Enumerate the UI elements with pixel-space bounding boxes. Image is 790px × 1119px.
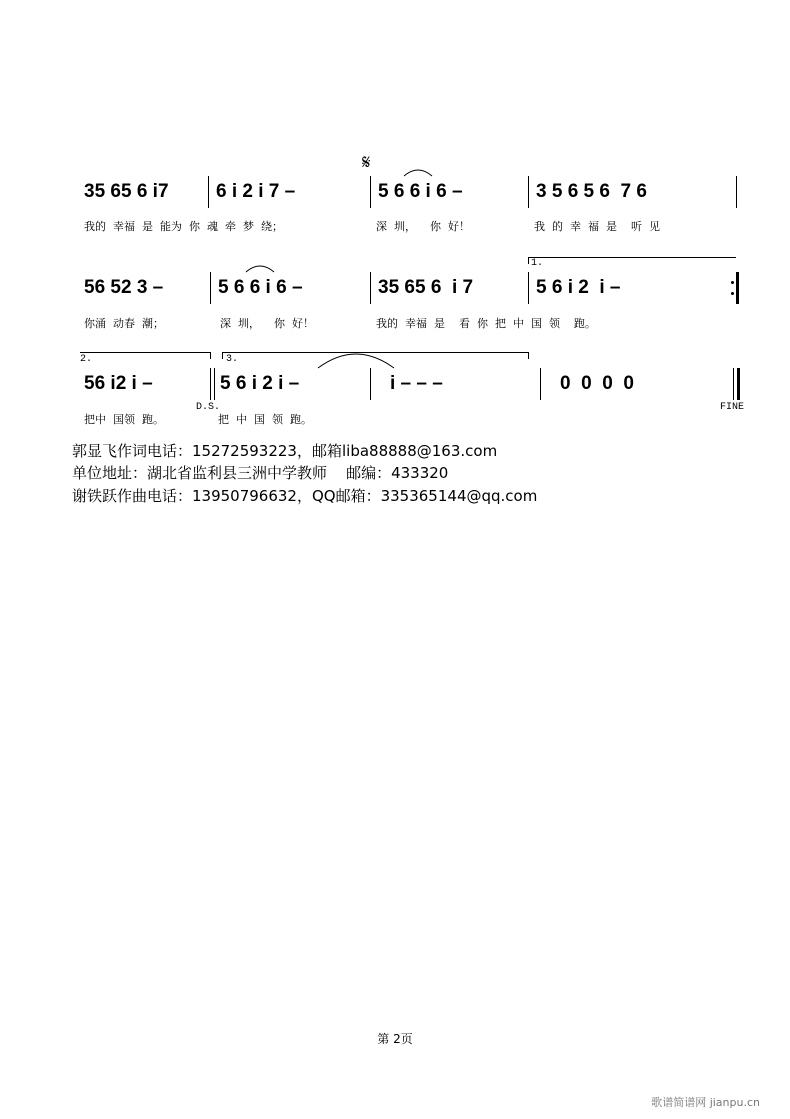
volta3-bracket-end bbox=[528, 352, 529, 359]
line3-lyric-part1: 把中 国领 跑。 bbox=[84, 413, 164, 426]
fine-marking: FINE bbox=[720, 402, 745, 413]
barline bbox=[370, 272, 371, 304]
line2-lyric-part3: 我的 幸福 是 看 你 把 中 国 领 跑。 bbox=[376, 317, 596, 330]
barline bbox=[528, 272, 529, 304]
line3-measure2-notes: 5 6 i 2 i – bbox=[220, 373, 300, 394]
line1-lyric-part1: 我的 幸福 是 能为 你 魂 牵 梦 绕； bbox=[84, 220, 283, 233]
line1-measure4-notes: 3 5 6 5 6 7 6 bbox=[536, 181, 647, 202]
final-barline-thick bbox=[737, 368, 740, 400]
volta1-label: 1. bbox=[531, 258, 544, 269]
barline-end bbox=[736, 176, 737, 208]
volta3-label: 3. bbox=[226, 354, 239, 365]
repeat-dot-lower bbox=[731, 292, 734, 295]
line1-lyric-part3: 我 的 幸 福 是 听 见 bbox=[534, 220, 660, 233]
repeat-dot-upper bbox=[731, 281, 734, 284]
double-barline-right bbox=[214, 368, 215, 400]
line2-measure1-notes: 56 52 3 – bbox=[84, 277, 164, 298]
volta2-label: 2. bbox=[80, 354, 93, 365]
barline bbox=[528, 176, 529, 208]
line1-measure2-notes: 6 i 2 i 7 – bbox=[216, 181, 296, 202]
segno-sign: 𝄋 bbox=[362, 150, 371, 174]
barline bbox=[208, 176, 209, 208]
ds-marking: D.S. bbox=[196, 402, 221, 413]
double-barline-left bbox=[210, 368, 211, 400]
slur-line1 bbox=[404, 170, 432, 176]
site-watermark: 歌谱简谱网 jianpu.cn bbox=[651, 1096, 760, 1109]
volta2-bracket-end bbox=[210, 352, 211, 359]
volta1-bracket bbox=[528, 257, 736, 258]
line1-measure1-notes: 35 65 6 i7 bbox=[84, 181, 169, 202]
line1-lyric-part2: 深 圳， 你 好！ bbox=[376, 220, 470, 233]
volta1-bracket-start bbox=[528, 257, 529, 264]
barline bbox=[370, 176, 371, 208]
line3-measure3-notes: i – – – bbox=[390, 373, 443, 394]
lyricist-contact: 郭显飞作词电话：15272593223，邮箱liba88888@163.com bbox=[72, 442, 498, 460]
barline bbox=[540, 368, 541, 400]
page-number: 第 2页 bbox=[377, 1032, 413, 1046]
repeat-end-barline bbox=[736, 272, 739, 304]
volta3-bracket-start bbox=[222, 352, 223, 359]
line3-measure1-notes: 56 i2 i – bbox=[84, 373, 153, 394]
line2-lyric-part1: 你涌 动春 潮； bbox=[84, 317, 164, 330]
volta3-bracket bbox=[222, 352, 528, 353]
line2-measure2-notes: 5 6 6 i 6 – bbox=[218, 277, 303, 298]
line2-lyric-part2: 深 圳， 你 好！ bbox=[220, 317, 314, 330]
final-barline-thin bbox=[733, 368, 734, 400]
slur-line2 bbox=[246, 266, 274, 272]
composer-contact: 谢铁跃作曲电话：13950796632，QQ邮箱：335365144@qq.com bbox=[72, 487, 538, 505]
barline bbox=[370, 368, 371, 400]
volta2-bracket bbox=[80, 352, 210, 353]
barline bbox=[210, 272, 211, 304]
line2-measure3-notes: 35 65 6 i 7 bbox=[378, 277, 474, 298]
line2-measure4-notes: 5 6 i 2 i – bbox=[536, 277, 621, 298]
line3-measure4-notes: 0 0 0 0 bbox=[560, 373, 634, 394]
lyricist-address: 单位地址：湖北省监利县三洲中学教师 邮编：433320 bbox=[72, 464, 449, 482]
line3-lyric-part2: 把 中 国 领 跑。 bbox=[218, 413, 312, 426]
line1-measure3-notes: 5 6 6 i 6 – bbox=[378, 181, 463, 202]
tie-line3 bbox=[318, 354, 394, 368]
